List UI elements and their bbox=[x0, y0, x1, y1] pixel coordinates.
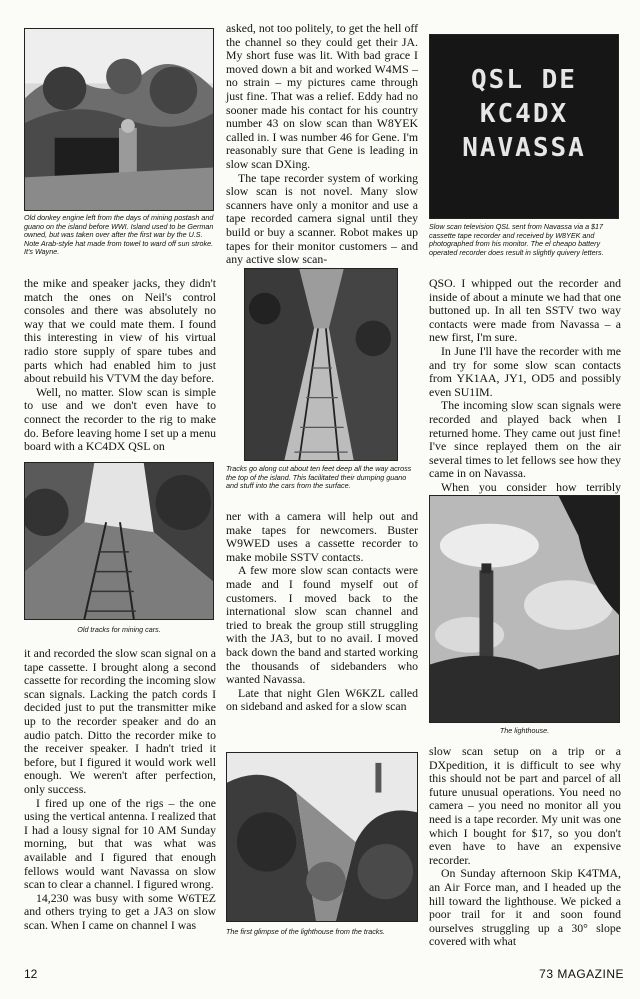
paragraph: When you consider how terribly bbox=[441, 479, 621, 494]
photo-mining-tracks bbox=[24, 462, 214, 620]
qsl-line: QSL DE bbox=[471, 65, 577, 95]
photo-first-glimpse-lighthouse bbox=[226, 752, 418, 922]
paragraph: it and recorded the slow scan signal on a tape cassette. I brought along a second cassette for recording the incoming slow scan signals. Lacking the patch cords I decided just to put the transmitter mike up to the recorder speaker and do an audio patch. Ditto the recorder mike to the receiver speaker. I hadn't tried it before, but I figured it would work well enough. We weren't after perfection, only success. bbox=[24, 646, 216, 796]
qsl-line: NAVASSA bbox=[462, 133, 586, 163]
photo-donkey-engine bbox=[24, 28, 214, 211]
column-2-middle bbox=[226, 510, 418, 714]
paragraph: The tape recorder system of working slow scan is not novel. Many slow scanners have only a monitor and use a tape recorded camera signal until they build or buy a scanner. Robot makes up tapes for their monitor customers – and any active slow scan- bbox=[226, 170, 418, 267]
caption-qsl-card: Slow scan television QSL sent from Navassa via a $17 cassette tape recorder and received by W8YEK and photographed from his monitor. The el cheapo battery operated recorder does result in slightly quivery letters. bbox=[429, 222, 604, 257]
photo-tracks-cut bbox=[244, 268, 398, 461]
paragraph: In June I'll have the recorder with me and try for some slow scan contacts from YK1AA, JY1, OD5 and possibly even SU1IM. bbox=[429, 343, 621, 399]
paragraph: A few more slow scan contacts were made and I found myself out of customers. I moved back to the international slow scan channel and tried to break the group still struggling with the JA3, but to no avail. I moved back down the band and started working the thousands of sidebanders who wanted Navassa. bbox=[226, 563, 418, 687]
caption-mining-tracks: Old tracks for mining cars. bbox=[77, 625, 161, 634]
column-3-bottom bbox=[429, 745, 621, 949]
paragraph: Late that night Glen W6KZL called on sideband and asked for a slow scan bbox=[226, 685, 418, 714]
column-1-top bbox=[24, 277, 216, 454]
magazine-name: 73 MAGAZINE bbox=[539, 967, 624, 981]
paragraph: QSO. I whipped out the recorder and inside of about a minute we had that one buttoned up. In all ten SSTV two way contacts were made from Navassa – a new first, I'm sure. bbox=[429, 276, 621, 345]
paragraph: Well, no matter. Slow scan is simple to use and we don't even have to connect the recorder to the rig to make do. Before leaving home I set up a menu board with a KC4DX QSL on bbox=[24, 384, 216, 454]
caption-donkey-engine: Old donkey engine left from the days of mining postash and guano on the island before WWI. Island used to be German owned, but was taken over after the first war by the U.S. Note Arab-style hat made from towel to ward off sun stroke. It's Wayne. bbox=[24, 213, 214, 257]
caption-tracks-cut: Tracks go along cut about ten feet deep all the way across the top of the island. This facilitated their dumping guano and stuff into the cars from the surface. bbox=[226, 464, 412, 491]
qsl-line: KC4DX bbox=[479, 99, 569, 129]
photo-qsl-card bbox=[429, 34, 619, 219]
caption-first-glimpse: The first glimpse of the lighthouse from the tracks. bbox=[226, 927, 385, 936]
qsl-card-text bbox=[430, 63, 618, 165]
paragraph: ner with a camera will help out and make tapes for newcomers. Buster W9WED uses a cassette recorder to make mobile SSTV contacts. bbox=[226, 509, 418, 564]
paragraph: On Sunday afternoon Skip K4TMA, an Air Force man, and I headed up the hill toward the lighthouse. We picked a poor trail for it and soon found ourselves struggling up a 30° slope covered with what bbox=[429, 866, 621, 949]
paragraph: asked, not too politely, to get the hell off the channel so they could get their JA. My short fuse was lit. With bad grace I moved down a bit and worked W4MS – no strain – my pictures came through just fine. That was a relief. Eddy had no sooner made his contact for his country number 43 on slow scan than W8YEK called in. I was number 46 for Gene. I'm reasonably sure that Gene is leading in slow scan DXing. bbox=[226, 21, 418, 171]
page-number: 12 bbox=[24, 967, 38, 981]
photo-lighthouse bbox=[429, 495, 620, 723]
paragraph: 14,230 was busy with some W6TEZ and others trying to get a JA3 on slow scan. When I came on channel I was bbox=[24, 890, 216, 932]
column-2-top bbox=[226, 22, 418, 267]
caption-lighthouse: The lighthouse. bbox=[499, 726, 550, 735]
paragraph: I fired up one of the rigs – the one using the vertical antenna. I realized that I had a lousy signal for 10 AM Sunday morning, but that was what was available and I figured that enough fellows would want Navassa on slow scan to clear a channel. I figured wrong. bbox=[24, 795, 216, 892]
column-1-bottom bbox=[24, 647, 216, 932]
column-3-top bbox=[429, 277, 621, 508]
paragraph: The incoming slow scan signals were recorded and played back when I returned home. They came out just fine! I've since replayed them on the air several times to let fellows see how they came in on Navassa. bbox=[429, 398, 621, 481]
paragraph: slow scan setup on a trip or a DXpedition, it is difficult to see why this should not be part and parcel of all future unusual operations. You need no camera – you need no monitor all you need is a tape recorder. My unit was one which I bought for $17, so you don't even have to have an expensive recorder. bbox=[429, 744, 621, 867]
paragraph: the mike and speaker jacks, they didn't match the ones on Neil's control consoles and there was absolutely no way that we could mate them. I found this interesting in view of his virtual radio store supply of spare tubes and parts which had enabled him to just about rebuild his VTVM the day before. bbox=[24, 276, 216, 386]
